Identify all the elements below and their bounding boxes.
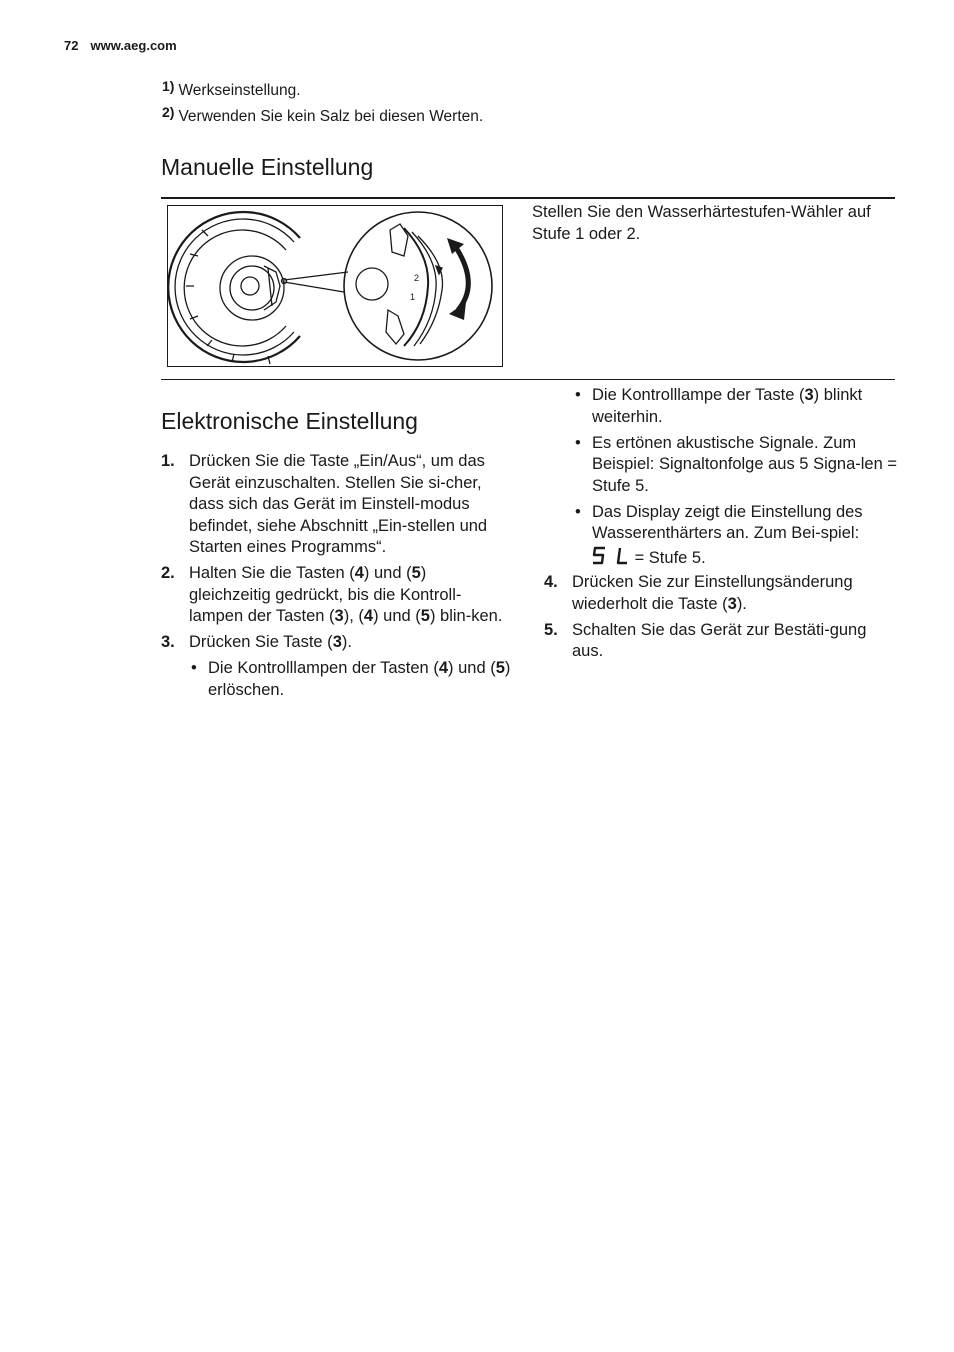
step-item: [544, 620, 894, 663]
key-number: 5: [420, 607, 430, 625]
water-hardness-dial-figure: [167, 205, 503, 367]
step3-bullets-continued: [573, 385, 898, 569]
text-run: ) und (: [363, 564, 412, 582]
bullet-item: [573, 433, 898, 498]
dial-level-1-label: 1: [410, 292, 416, 302]
section-title-electronic: Elektronische Einstellung: [161, 408, 418, 434]
footnote-text: Verwenden Sie kein Salz bei diesen Werten.: [178, 108, 484, 125]
dial-illustration: [168, 206, 502, 366]
text-run: Schalten Sie das Gerät zur Bestäti-gung aus.: [572, 620, 867, 660]
text-run: ).: [341, 633, 352, 651]
text-run: ) erlöschen.: [208, 659, 511, 699]
footnote-marker: 1): [162, 78, 175, 94]
step-item: [161, 632, 511, 654]
website-url: www.aeg.com: [90, 38, 177, 53]
text-run: ) und (: [373, 607, 421, 625]
text-run: = Stufe 5.: [630, 548, 706, 567]
footnote-2: [162, 104, 484, 126]
text-run: Drücken Sie zur Einstellungsänderung wiederholt die Taste (: [572, 573, 853, 613]
bullet-item: [189, 658, 511, 701]
step-item: [161, 451, 511, 559]
text-run: Es ertönen akustische Signale. Zum Beispiel: Signaltonfolge aus 5 Signa-len = Stufe 5.: [592, 433, 898, 495]
left-column: [161, 451, 511, 706]
electronic-steps-continued: [544, 572, 894, 663]
dial-level-2-label: 2: [414, 273, 420, 283]
key-number: 4: [438, 659, 449, 677]
display-segment-icon: [592, 545, 630, 567]
section-rule-top: [161, 197, 895, 199]
step-number: 5.: [544, 620, 558, 639]
footnote-marker: 2): [162, 104, 175, 120]
step-number: 4.: [544, 573, 558, 591]
page-header: [64, 38, 189, 53]
text-run: ), (: [343, 607, 364, 625]
text-run: Drücken Sie die Taste „Ein/Aus“, um das Gerät einzuschalten. Stellen Sie si-cher, dass sich das Gerät im Einstell-modus befindet, siehe Abschnitt „Ein-stellen und Starten eines Programms“.: [189, 452, 488, 556]
step-item: [544, 572, 894, 615]
step-number: 2.: [161, 564, 175, 582]
text-run: ) blinkt weiterhin.: [592, 386, 863, 426]
page-number: 72: [64, 38, 79, 53]
section-title-manual: Manuelle Einstellung: [161, 154, 374, 180]
key-number: 5: [495, 659, 505, 677]
text-run: Das Display zeigt die Einstellung des Wasserenthärters an. Zum Bei-spiel:: [592, 502, 863, 542]
bullet-item: [573, 385, 898, 428]
key-number: 3: [804, 386, 814, 404]
step-number: 1.: [161, 452, 175, 470]
electronic-steps: [161, 451, 511, 654]
key-number: 5: [411, 564, 421, 582]
step-item: [161, 563, 511, 628]
text-run: Die Kontrolllampe der Taste (: [592, 386, 805, 404]
bullet-item: [573, 502, 898, 570]
footnote-text: Werkseinstellung.: [178, 82, 301, 99]
text-run: Halten Sie die Tasten (: [189, 564, 355, 582]
text-run: Drücken Sie Taste (: [189, 633, 333, 651]
text-run: Die Kontrolllampen der Tasten (: [208, 659, 439, 677]
step-number: 3.: [161, 633, 175, 651]
key-number: 4: [363, 607, 374, 625]
key-number: 3: [334, 607, 344, 625]
text-run: ) blin-ken.: [429, 607, 503, 625]
key-number: 3: [332, 633, 342, 651]
text-run: ).: [736, 594, 747, 613]
text-run: ) und (: [448, 659, 496, 677]
section-rule-bottom: [161, 379, 895, 380]
manual-instruction: Stellen Sie den Wasserhärtestufen-Wähler auf Stufe 1 oder 2.: [532, 203, 871, 243]
right-column-bullets: [573, 385, 898, 574]
right-column-steps: [544, 572, 894, 667]
footnote-1: [162, 78, 301, 100]
step3-bullets: [189, 658, 511, 701]
key-number: 4: [354, 564, 364, 582]
text-run: ) gleichzeitig gedrückt, bis die Kontroll-lampen der Tasten (: [189, 564, 462, 625]
key-number: 3: [727, 594, 737, 613]
